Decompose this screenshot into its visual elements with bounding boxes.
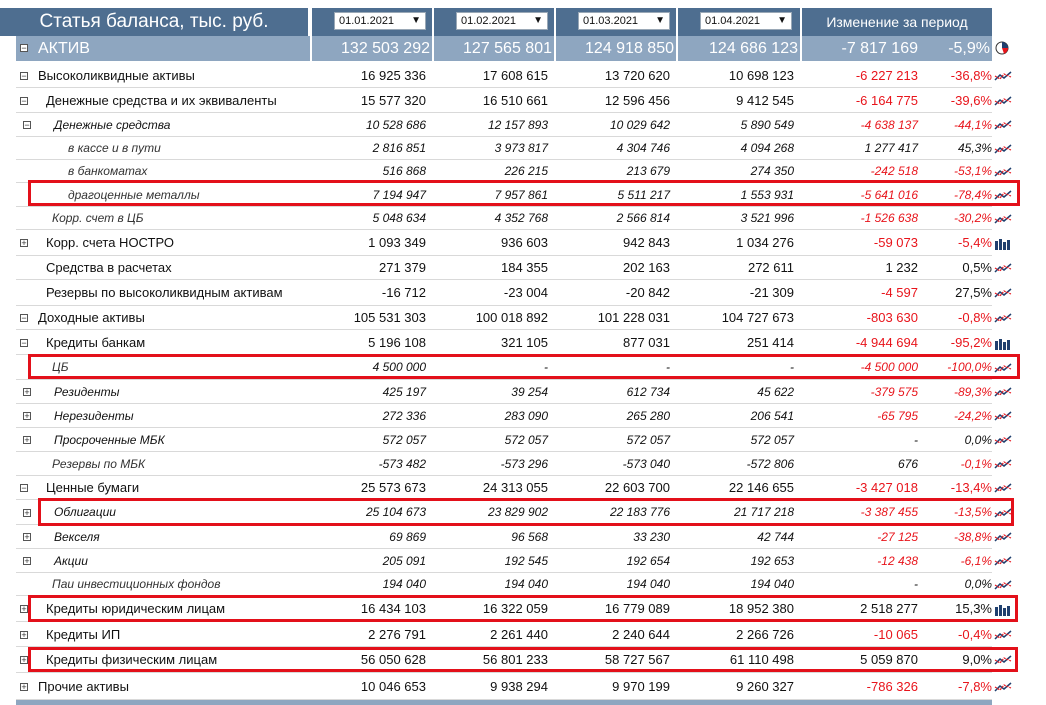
table-row: [16, 88, 992, 113]
change-pct-cell: -36,8%: [950, 67, 992, 83]
sparkline-icon[interactable]: [994, 94, 1012, 108]
table-row: [16, 428, 992, 452]
change-pct-cell: -30,2%: [953, 211, 992, 225]
value-cell: 3 521 996: [740, 211, 794, 225]
table-row: [16, 160, 992, 183]
change-abs-cell: -379 575: [870, 384, 918, 399]
date-column-header-2: [434, 8, 554, 36]
change-abs-cell: -4 500 000: [860, 360, 918, 374]
sparkline-icon[interactable]: [994, 680, 1012, 694]
value-cell: 4 304 746: [616, 141, 670, 155]
value-cell: 5 511 217: [617, 187, 670, 202]
expand-icon[interactable]: +: [21, 238, 27, 248]
value-cell: 194 040: [626, 577, 670, 591]
change-pct-cell: 15,3%: [955, 601, 992, 616]
value-cell: 192 545: [504, 553, 548, 568]
change-abs-cell: -6 164 775: [855, 92, 918, 108]
change-abs-cell: -5 641 016: [860, 187, 918, 202]
change-abs-cell: -786 326: [866, 678, 918, 694]
expand-icon[interactable]: +: [24, 387, 30, 397]
value-cell: 12 157 893: [487, 117, 548, 132]
summary-change-pct: -5,9%: [948, 39, 990, 57]
change-abs-cell: -: [914, 432, 918, 447]
value-cell: 271 379: [379, 260, 426, 275]
expand-icon[interactable]: +: [21, 630, 27, 640]
value-cell: 17 608 615: [482, 67, 548, 83]
date-select-4-value: 01.04.2021: [705, 15, 761, 27]
value-cell: 265 280: [626, 408, 670, 423]
bar-chart-icon[interactable]: [994, 236, 1012, 250]
date-select-2-value: 01.02.2021: [461, 15, 517, 27]
change-abs-cell: -3 427 018: [855, 480, 918, 495]
value-cell: 10 528 686: [365, 117, 426, 132]
value-cell: 16 322 059: [482, 601, 548, 616]
value-cell: 25 573 673: [360, 480, 426, 495]
value-cell: 516 868: [382, 164, 426, 178]
value-cell: -573 040: [622, 456, 670, 471]
value-cell: 9 970 199: [612, 678, 670, 694]
table-row: [16, 573, 992, 596]
sparkline-icon[interactable]: [994, 433, 1012, 447]
table-row: [16, 500, 992, 525]
value-cell: -: [666, 360, 670, 374]
row-label: ЦБ: [52, 360, 69, 374]
change-pct-cell: -39,6%: [950, 92, 992, 108]
value-cell: -573 296: [500, 456, 548, 471]
value-cell: 2 566 814: [616, 211, 670, 225]
value-cell: 4 094 268: [740, 141, 794, 155]
change-column-title: Изменение за период: [826, 14, 968, 30]
change-pct-cell: -100,0%: [947, 360, 992, 374]
value-cell: 192 654: [626, 553, 670, 568]
value-cell: 194 040: [382, 577, 426, 591]
value-cell: 16 510 661: [482, 92, 548, 108]
value-cell: 3 973 817: [494, 141, 548, 155]
change-pct-cell: -0,4%: [958, 626, 992, 642]
change-pct-cell: -7,8%: [958, 678, 992, 694]
value-cell: 7 957 861: [494, 187, 548, 202]
row-label: Векселя: [54, 529, 100, 544]
value-cell: -573 482: [378, 456, 426, 471]
date-select-1-value: 01.01.2021: [339, 15, 395, 27]
table-footer-bar: [16, 700, 992, 705]
value-cell: 15 577 320: [360, 92, 426, 108]
sparkline-icon[interactable]: [994, 578, 1012, 592]
value-cell: 5 196 108: [368, 334, 426, 350]
change-pct-cell: -44,1%: [953, 117, 992, 132]
summary-value-4: 124 686 123: [709, 39, 798, 57]
change-abs-cell: -4 944 694: [855, 334, 918, 350]
collapse-icon[interactable]: −: [24, 120, 30, 130]
date-column-header-3: [556, 8, 676, 36]
collapse-icon[interactable]: −: [21, 313, 27, 323]
value-cell: -20 842: [625, 285, 670, 300]
table-title: [0, 8, 308, 36]
value-cell: 2 266 726: [736, 626, 794, 642]
value-cell: 184 355: [501, 260, 548, 275]
value-cell: 7 194 947: [372, 187, 426, 202]
change-pct-cell: -0,8%: [958, 310, 992, 325]
value-cell: 272 336: [382, 408, 426, 423]
sparkline-icon[interactable]: [994, 506, 1012, 520]
table-title-text: Статья баланса, тыс. руб.: [39, 11, 269, 32]
value-cell: 425 197: [382, 384, 426, 399]
sparkline-icon[interactable]: [994, 554, 1012, 568]
value-cell: 205 091: [382, 553, 426, 568]
value-cell: 16 925 336: [360, 67, 426, 83]
sparkline-icon[interactable]: [994, 385, 1012, 399]
value-cell: 213 679: [626, 164, 670, 178]
table-row: [16, 355, 992, 380]
expand-icon[interactable]: +: [21, 655, 27, 665]
sparkline-icon[interactable]: [994, 481, 1012, 495]
sparkline-icon[interactable]: [994, 457, 1012, 471]
expand-icon[interactable]: +: [24, 411, 30, 421]
row-label: Ценные бумаги: [46, 480, 140, 495]
expand-icon[interactable]: +: [24, 532, 30, 542]
table-row: [16, 673, 992, 700]
table-row: [16, 476, 992, 500]
sparkline-icon[interactable]: [994, 165, 1012, 179]
row-label: Облигации: [54, 505, 116, 519]
change-abs-cell: 5 059 870: [860, 652, 918, 667]
chevron-down-icon: ▼: [411, 15, 421, 26]
value-cell: 1 093 349: [368, 235, 426, 250]
table-row: [16, 380, 992, 404]
change-pct-cell: 9,0%: [962, 652, 992, 667]
expand-icon[interactable]: +: [21, 682, 27, 692]
expand-icon[interactable]: +: [21, 604, 27, 614]
change-pct-cell: 45,3%: [957, 141, 992, 155]
row-label: Денежные средства и их эквиваленты: [46, 92, 277, 108]
value-cell: 5 048 634: [372, 211, 426, 225]
change-pct-cell: -38,8%: [953, 529, 992, 544]
change-abs-cell: -6 227 213: [855, 67, 918, 83]
value-cell: 1 553 931: [740, 187, 794, 202]
change-abs-cell: -10 065: [873, 626, 918, 642]
value-cell: 2 276 791: [368, 626, 426, 642]
sparkline-icon[interactable]: [994, 311, 1012, 325]
table-row: [16, 404, 992, 428]
table-row: [16, 256, 992, 280]
value-cell: 56 801 233: [482, 652, 548, 667]
value-cell: 100 018 892: [475, 310, 548, 325]
value-cell: 2 261 440: [490, 626, 548, 642]
table-row: [16, 549, 992, 573]
change-abs-cell: -803 630: [866, 310, 918, 325]
table-row: [16, 306, 992, 330]
table-row: [16, 647, 992, 673]
row-label: Доходные активы: [38, 310, 145, 325]
row-label: Кредиты физическим лицам: [46, 652, 218, 667]
change-pct-cell: -95,2%: [950, 334, 992, 350]
pie-chart-icon[interactable]: [995, 41, 1009, 55]
sparkline-icon[interactable]: [994, 142, 1012, 156]
value-cell: 9 938 294: [490, 678, 548, 694]
change-abs-cell: 1 277 417: [864, 141, 918, 155]
table-row: [16, 113, 992, 137]
summary-value-3: 124 918 850: [585, 39, 674, 57]
table-row: [16, 596, 992, 622]
sparkline-icon[interactable]: [994, 653, 1012, 667]
date-select-3[interactable]: [578, 12, 670, 30]
table-row: [16, 183, 992, 207]
value-cell: 274 350: [750, 164, 794, 178]
value-cell: 2 240 644: [612, 626, 670, 642]
value-cell: 24 313 055: [482, 480, 548, 495]
row-label: Резиденты: [54, 384, 120, 399]
value-cell: 21 717 218: [733, 505, 794, 519]
sparkline-icon[interactable]: [994, 212, 1012, 226]
table-row: [16, 207, 992, 230]
value-cell: 572 057: [504, 432, 548, 447]
change-pct-cell: -53,1%: [953, 164, 992, 178]
sparkline-icon[interactable]: [994, 286, 1012, 300]
collapse-icon[interactable]: −: [21, 338, 27, 348]
summary-value-2: 127 565 801: [463, 39, 552, 57]
row-label: Нерезиденты: [54, 408, 134, 423]
row-label: в кассе и в пути: [68, 141, 161, 155]
row-label: Акции: [54, 553, 88, 568]
change-abs-cell: 676: [897, 456, 918, 471]
collapse-icon[interactable]: −: [21, 43, 27, 53]
value-cell: 42 744: [757, 529, 794, 544]
sparkline-icon[interactable]: [994, 361, 1012, 375]
value-cell: 9 412 545: [736, 92, 794, 108]
change-pct-cell: -6,1%: [960, 553, 992, 568]
value-cell: 942 843: [623, 235, 670, 250]
row-label: драгоценные металлы: [68, 187, 200, 202]
change-pct-cell: -0,1%: [960, 456, 992, 471]
change-pct-cell: -5,4%: [958, 235, 992, 250]
value-cell: -572 806: [746, 456, 794, 471]
value-cell: 25 104 673: [365, 505, 426, 519]
value-cell: 10 029 642: [609, 117, 670, 132]
change-abs-cell: 2 518 277: [860, 601, 918, 616]
value-cell: 202 163: [623, 260, 670, 275]
change-abs-cell: -59 073: [873, 235, 918, 250]
value-cell: 5 890 549: [740, 117, 794, 132]
change-abs-cell: -65 795: [877, 408, 918, 423]
chevron-down-icon: ▼: [533, 15, 543, 26]
table-row: [16, 280, 992, 306]
value-cell: 22 183 776: [609, 505, 670, 519]
value-cell: -23 004: [503, 285, 548, 300]
value-cell: 272 611: [747, 260, 794, 275]
value-cell: -21 309: [749, 285, 794, 300]
value-cell: 16 434 103: [360, 601, 426, 616]
table-row: [16, 622, 992, 647]
value-cell: 58 727 567: [604, 652, 670, 667]
change-pct-cell: -24,2%: [953, 408, 992, 423]
change-abs-cell: -4 597: [881, 285, 918, 300]
value-cell: 104 727 673: [721, 310, 794, 325]
collapse-icon[interactable]: −: [21, 96, 27, 106]
collapse-icon[interactable]: −: [21, 483, 27, 493]
date-select-4[interactable]: [700, 12, 792, 30]
value-cell: 194 040: [750, 577, 794, 591]
date-select-2[interactable]: [456, 12, 548, 30]
row-label: Средства в расчетах: [46, 260, 172, 275]
summary-value-1: 132 503 292: [341, 39, 430, 57]
change-abs-cell: -242 518: [870, 164, 918, 178]
value-cell: 69 869: [389, 529, 426, 544]
date-column-header-1: [312, 8, 432, 36]
value-cell: 12 596 456: [604, 92, 670, 108]
value-cell: 251 414: [747, 334, 794, 350]
sparkline-icon[interactable]: [994, 188, 1012, 202]
value-cell: 96 568: [511, 529, 548, 544]
value-cell: -: [790, 360, 794, 374]
value-cell: 16 779 089: [604, 601, 670, 616]
change-pct-cell: 27,5%: [955, 285, 992, 300]
row-label: Паи инвестиционных фондов: [52, 577, 221, 591]
change-pct-cell: -13,4%: [950, 480, 992, 495]
chevron-down-icon: ▼: [777, 15, 787, 26]
value-cell: 1 034 276: [736, 235, 794, 250]
change-pct-cell: 0,0%: [964, 432, 992, 447]
value-cell: 936 603: [501, 235, 548, 250]
summary-label: АКТИВ: [38, 39, 90, 57]
row-label: Денежные средства: [54, 117, 171, 132]
table-row: [16, 230, 992, 256]
table-row: [16, 137, 992, 160]
value-cell: 226 215: [504, 164, 548, 178]
value-cell: 321 105: [501, 334, 548, 350]
table-row: [16, 525, 992, 549]
value-cell: 101 228 031: [597, 310, 670, 325]
value-cell: -16 712: [381, 285, 426, 300]
change-abs-cell: -4 638 137: [860, 117, 918, 132]
date-column-header-4: [678, 8, 800, 36]
change-abs-cell: -27 125: [877, 529, 918, 544]
row-label: Кредиты ИП: [46, 626, 121, 642]
expand-icon[interactable]: +: [24, 508, 30, 518]
sparkline-icon[interactable]: [994, 628, 1012, 642]
sparkline-icon[interactable]: [994, 530, 1012, 544]
value-cell: 4 500 000: [372, 360, 426, 374]
row-label: Кредиты банкам: [46, 334, 146, 350]
chevron-down-icon: ▼: [655, 15, 665, 26]
bar-chart-icon[interactable]: [994, 602, 1012, 616]
expand-icon[interactable]: +: [24, 435, 30, 445]
row-label: Кредиты юридическим лицам: [46, 601, 226, 616]
change-abs-cell: -12 438: [877, 553, 918, 568]
bar-chart-icon[interactable]: [994, 336, 1012, 350]
value-cell: 18 952 380: [728, 601, 794, 616]
value-cell: 194 040: [504, 577, 548, 591]
value-cell: 13 720 620: [604, 67, 670, 83]
sparkline-icon[interactable]: [994, 409, 1012, 423]
row-label: Прочие активы: [38, 678, 129, 694]
value-cell: 22 146 655: [728, 480, 794, 495]
value-cell: 23 829 902: [487, 505, 548, 519]
value-cell: 283 090: [504, 408, 548, 423]
value-cell: 877 031: [623, 334, 670, 350]
value-cell: 192 653: [750, 553, 794, 568]
value-cell: 4 352 768: [494, 211, 548, 225]
table-row: [16, 330, 992, 355]
row-label: Корр. счет в ЦБ: [52, 211, 144, 225]
change-pct-cell: 0,0%: [964, 577, 992, 591]
value-cell: 612 734: [626, 384, 670, 399]
row-label: Корр. счета НОСТРО: [46, 235, 174, 250]
value-cell: -: [544, 360, 548, 374]
value-cell: 572 057: [750, 432, 794, 447]
value-cell: 10 046 653: [360, 678, 426, 694]
change-pct-cell: -78,4%: [953, 187, 992, 202]
sparkline-icon[interactable]: [994, 261, 1012, 275]
value-cell: 9 260 327: [736, 678, 794, 694]
value-cell: 39 254: [511, 384, 548, 399]
value-cell: 33 230: [633, 529, 670, 544]
row-label: Резервы по высоколиквидным активам: [46, 285, 283, 300]
change-abs-cell: -1 526 638: [860, 211, 918, 225]
value-cell: 105 531 303: [353, 310, 426, 325]
value-cell: 572 057: [626, 432, 670, 447]
date-select-1[interactable]: [334, 12, 426, 30]
row-label: Просроченные МБК: [54, 432, 165, 447]
change-abs-cell: -: [914, 577, 918, 591]
value-cell: 45 622: [757, 384, 794, 399]
value-cell: 206 541: [750, 408, 794, 423]
row-label: в банкоматах: [68, 164, 148, 178]
change-pct-cell: -13,5%: [953, 505, 992, 519]
value-cell: 56 050 628: [360, 652, 426, 667]
change-abs-cell: 1 232: [885, 260, 918, 275]
change-pct-cell: -89,3%: [953, 384, 992, 399]
row-label: Резервы по МБК: [52, 456, 146, 471]
sparkline-icon[interactable]: [994, 118, 1012, 132]
expand-icon[interactable]: +: [24, 556, 30, 566]
table-row: [16, 452, 992, 476]
change-abs-cell: -3 387 455: [860, 505, 918, 519]
value-cell: 22 603 700: [604, 480, 670, 495]
summary-change-abs: -7 817 169: [841, 39, 918, 57]
sparkline-icon[interactable]: [994, 69, 1012, 83]
value-cell: 10 698 123: [728, 67, 794, 83]
value-cell: 61 110 498: [729, 652, 794, 667]
value-cell: 572 057: [382, 432, 426, 447]
value-cell: 2 816 851: [372, 141, 426, 155]
table-row: [16, 63, 992, 88]
date-select-3-value: 01.03.2021: [583, 15, 639, 27]
row-label: Высоколиквидные активы: [38, 67, 195, 83]
collapse-icon[interactable]: −: [21, 71, 27, 81]
change-pct-cell: 0,5%: [962, 260, 992, 275]
change-column-header: [802, 8, 992, 36]
